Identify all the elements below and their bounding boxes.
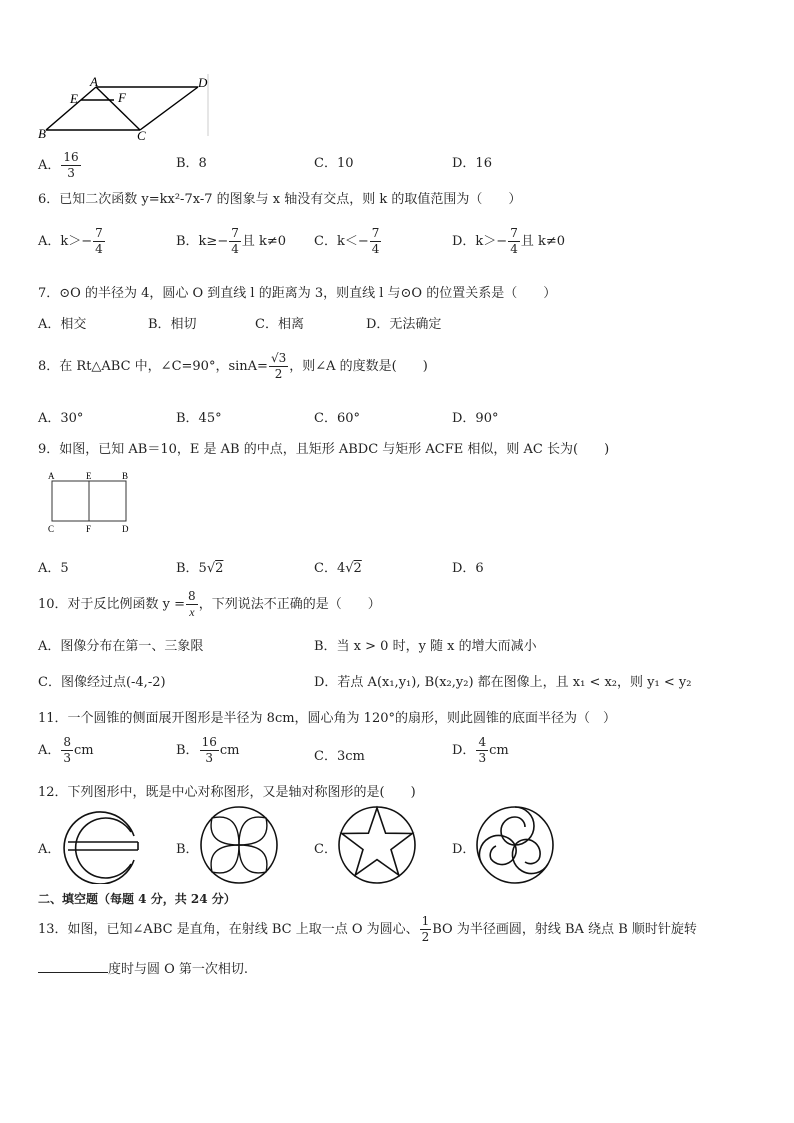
figure-c-star xyxy=(336,804,418,886)
label-E: E xyxy=(86,471,92,481)
answer-blank[interactable] xyxy=(38,958,108,973)
q9-option-c: C．4√2 xyxy=(314,561,362,576)
q12-stem: 12．下列图形中，既是中心对称图形，又是轴对称图形的是( ) xyxy=(38,785,416,800)
label-D: D xyxy=(122,524,129,534)
q9-option-a: A．5 xyxy=(38,561,69,576)
q7-stem: 7．⊙O 的半径为 4，圆心 O 到直线 l 的距离为 3，则直线 l 与⊙O 的位置关系是（ ） xyxy=(38,286,557,301)
q11-option-a: A． $\frac{8}{3}$ cm xyxy=(38,735,94,765)
parallelogram-figure xyxy=(36,74,212,142)
q6-option-a: A．k＞− $\frac{7}{4}$ xyxy=(38,226,103,256)
label-F: F xyxy=(118,90,126,105)
label-D: D xyxy=(198,75,208,90)
q8-option-b: B．45° xyxy=(176,411,222,426)
q7-option-a: A．相交 xyxy=(38,317,87,332)
q5-option-b: B．8 xyxy=(176,156,207,171)
q5-option-d: D．16 xyxy=(452,156,492,171)
q10-stem: 10．对于反比例函数 y = $\frac{8}{x}$ ，下列说法不正确的是（ ） xyxy=(38,589,381,619)
q6-stem: 6．已知二次函数 y=kx²-7x-7 的图象与 x 轴没有交点，则 k 的取值范围为（ ） xyxy=(38,192,522,207)
label-C: C xyxy=(137,128,146,142)
q5-option-c: C．10 xyxy=(314,156,354,171)
q12-option-a: A． xyxy=(38,842,61,857)
q8-option-d: D．90° xyxy=(452,411,499,426)
q11-option-c: C．3cm xyxy=(314,749,365,764)
q9-stem: 9．如图，已知 AB＝10，E 是 AB 的中点，且矩形 ABDC 与矩形 ACFE 相似，则 AC 长为( ) xyxy=(38,442,610,457)
q7-option-c: C．相离 xyxy=(255,317,304,332)
q8-option-c: C．60° xyxy=(314,411,360,426)
q8-option-a: A．30° xyxy=(38,411,84,426)
label-F: F xyxy=(86,524,92,534)
rectangle-figure xyxy=(46,470,138,536)
label-E: E xyxy=(70,91,78,106)
label-A: A xyxy=(48,471,55,481)
label-B: B xyxy=(122,471,129,481)
q10-option-a: A．图像分布在第一、三象限 xyxy=(38,639,204,654)
q5-option-a: A． $\frac{16}{3}$ xyxy=(38,150,79,180)
figure-a-e-shape xyxy=(60,806,142,884)
q6-option-b: B．k≥− $\frac{7}{4}$ 且 k≠0 xyxy=(176,226,287,256)
q13-line2: 度时与圆 O 第一次相切. xyxy=(38,958,248,977)
figure-d-swirl xyxy=(474,804,556,886)
q11-option-d: D． $\frac{4}{3}$ cm xyxy=(452,735,509,765)
label-B: B xyxy=(38,126,46,141)
q11-option-b: B． $\frac{16}{3}$ cm xyxy=(176,735,240,765)
label-C: C xyxy=(48,524,55,534)
q12-option-b: B． xyxy=(176,842,199,857)
q13-stem: 13．如图，已知∠ABC 是直角，在射线 BC 上取一点 O 为圆心、 $\frac{1}{2}$ BO 为半径画圆，射线 BA 绕点 B 顺时针旋转 xyxy=(38,914,697,944)
q7-option-b: B．相切 xyxy=(148,317,197,332)
q8-stem: 8．在 Rt△ABC 中，∠C=90°，sinA= $\frac{√3}{2}$ ，则∠A 的度数是( ) xyxy=(38,351,428,381)
q7-option-d: D．无法确定 xyxy=(366,317,442,332)
q10-option-c: C．图像经过点(-4,-2) xyxy=(38,675,166,690)
q12-option-d: D． xyxy=(452,842,476,857)
figure-b-petals xyxy=(198,804,280,886)
q9-option-d: D．6 xyxy=(452,561,484,576)
q6-option-c: C．k＜− $\frac{7}{4}$ xyxy=(314,226,380,256)
q12-option-c: C． xyxy=(314,842,337,857)
q11-stem: 11．一个圆锥的侧面展开图形是半径为 8cm，圆心角为 120°的扇形，则此圆锥的底面半径为（ ） xyxy=(38,711,616,726)
q10-option-b: B．当 x > 0 时，y 随 x 的增大而减小 xyxy=(314,639,537,654)
label-A: A xyxy=(90,74,98,89)
q10-option-d: D．若点 A(x₁,y₁), B(x₂,y₂) 都在图像上，且 x₁ < x₂，则 y₁ < y₂ xyxy=(314,675,692,690)
section-heading: 二、填空题（每题 4 分，共 24 分） xyxy=(38,892,236,906)
q6-option-d: D．k＞− $\frac{7}{4}$ 且 k≠0 xyxy=(452,226,566,256)
q9-option-b: B．5√2 xyxy=(176,561,224,576)
